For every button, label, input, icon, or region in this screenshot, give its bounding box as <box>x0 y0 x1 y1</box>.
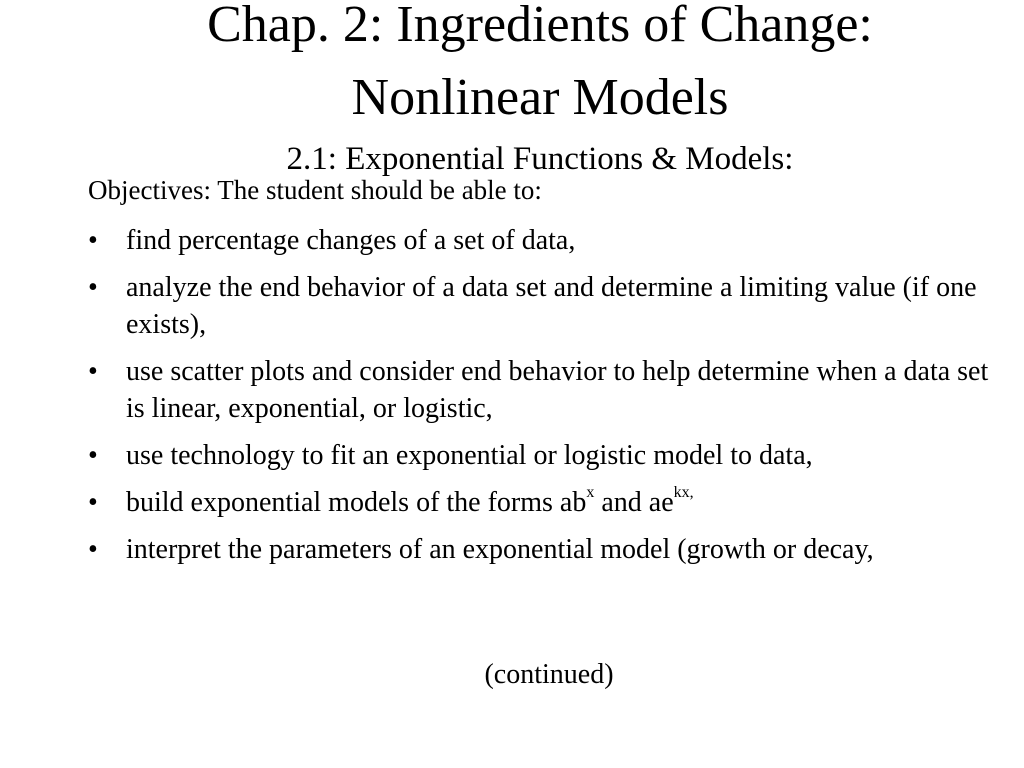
list-item <box>88 353 1013 427</box>
list-item-text: analyze the end behavior of a data set and determine a limiting value (if one exists), <box>126 272 977 340</box>
slide-title-line-2: Nonlinear Models <box>351 69 729 126</box>
objectives-list <box>88 222 1013 578</box>
list-item <box>88 484 1013 521</box>
list-item <box>88 531 1013 568</box>
superscript-x: x <box>586 483 595 501</box>
formula-prefix: build exponential models of the forms ab <box>126 487 587 518</box>
list-item <box>88 437 1013 474</box>
formula-middle: and ae <box>594 487 674 518</box>
bullet-icon: • <box>88 356 98 387</box>
list-item-text <box>126 483 694 518</box>
list-item-text: use technology to fit an exponential or logistic model to data, <box>126 440 813 471</box>
bullet-icon: • <box>88 272 98 303</box>
continued-note: (continued) <box>484 659 614 690</box>
list-item <box>88 269 1013 343</box>
bullet-icon: • <box>88 440 98 471</box>
list-item-text: find percentage changes of a set of data, <box>126 225 576 256</box>
slide-title-line-1: Chap. 2: Ingredients of Change: <box>207 0 873 53</box>
list-item-text: use scatter plots and consider end behavior to help determine when a data set is linear, exponential, or logistic, <box>126 356 989 424</box>
objectives-intro: Objectives: The student should be able to: <box>88 175 542 205</box>
bullet-icon: • <box>88 487 98 518</box>
list-item <box>88 222 1013 259</box>
bullet-icon: • <box>88 534 98 565</box>
superscript-kx: kx, <box>673 483 694 501</box>
bullet-icon: • <box>88 225 98 256</box>
list-item-text: interpret the parameters of an exponential model (growth or decay, <box>126 534 874 565</box>
slide-subtitle: 2.1: Exponential Functions & Models: <box>286 141 794 177</box>
